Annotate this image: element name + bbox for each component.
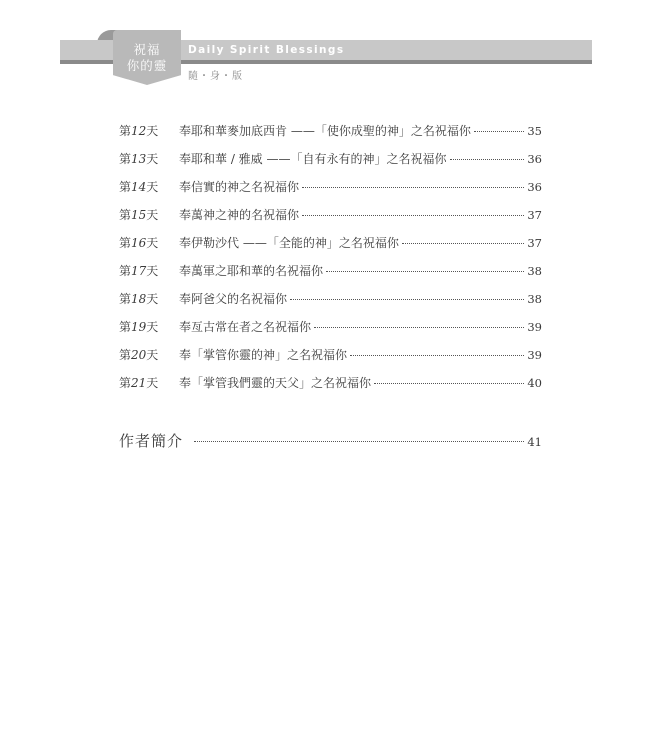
toc-day-number: 20 [131,348,147,362]
toc-entry [119,290,542,318]
toc-leader-dots [402,243,525,244]
toc-entry [119,374,542,402]
toc-day-label [119,178,179,195]
toc-leader-dots [290,299,524,300]
toc-day-label [119,262,179,279]
toc-leader-dots [314,327,524,328]
toc-day-suffix: 天 [146,320,159,334]
toc-day-prefix: 第 [119,236,132,250]
toc-page-number: 37 [527,208,542,222]
toc-entry-title: 奉阿爸父的名祝福你 [179,292,288,306]
toc-day-suffix: 天 [146,152,159,166]
toc-day-number: 19 [131,320,147,334]
toc-entry [119,206,542,234]
toc-entry-title: 奉萬軍之耶和華的名祝福你 [179,264,324,278]
toc-entry-title: 奉信實的神之名祝福你 [179,180,300,194]
toc-day-prefix: 第 [119,320,132,334]
toc-entry [119,234,542,262]
toc-page-number: 36 [527,180,542,194]
toc-day-suffix: 天 [146,236,159,250]
toc-entry-title: 奉伊勒沙代 ——「全能的神」之名祝福你 [179,236,399,250]
table-of-contents [119,122,542,402]
toc-leader-dots [302,187,524,188]
toc-entry [119,318,542,346]
toc-day-suffix: 天 [146,348,159,362]
header-tab-line2: 你的靈 [126,58,168,73]
toc-day-number: 13 [131,152,147,166]
toc-day-number: 16 [131,236,147,250]
toc-page-number: 41 [527,435,542,449]
toc-page-number: 37 [527,236,542,250]
toc-leader-dots [450,159,525,160]
toc-leader-dots [474,131,525,132]
toc-leader-dots [194,441,524,442]
toc-author-label: 作者簡介 [119,432,184,450]
toc-entry-title: 奉耶和華麥加底西肯 ——「使你成聖的神」之名祝福你 [179,124,471,138]
toc-page-number: 36 [527,152,542,166]
toc-day-suffix: 天 [146,180,159,194]
toc-day-label [119,290,179,307]
toc-leader-dots [374,383,524,384]
toc-day-label [119,318,179,335]
toc-entry [119,122,542,150]
header-english-title: Daily Spirit Blessings [188,44,345,56]
toc-leader-dots [350,355,524,356]
toc-entry-title: 奉耶和華 / 雅威 ——「自有永有的神」之名祝福你 [179,152,447,166]
toc-day-suffix: 天 [146,208,159,222]
toc-day-prefix: 第 [119,292,132,306]
toc-entry-title: 奉亙古常在者之名祝福你 [179,320,312,334]
toc-day-suffix: 天 [146,292,159,306]
toc-leader-dots [326,271,524,272]
toc-entry-title: 奉「掌管你靈的神」之名祝福你 [179,348,348,362]
toc-day-prefix: 第 [119,264,132,278]
toc-entry [119,262,542,290]
toc-day-prefix: 第 [119,124,132,138]
toc-day-suffix: 天 [146,264,159,278]
toc-author-entry [119,430,542,451]
toc-day-number: 17 [131,264,147,278]
toc-entry-title: 奉「掌管我們靈的天父」之名祝福你 [179,376,372,390]
toc-day-label [119,150,179,167]
toc-day-label [119,206,179,223]
toc-day-number: 15 [131,208,147,222]
toc-day-number: 18 [131,292,147,306]
toc-day-number: 14 [131,180,147,194]
header-subtitle: 隨・身・版 [188,71,243,82]
toc-day-prefix: 第 [119,180,132,194]
toc-day-label [119,374,179,391]
toc-entry [119,346,542,374]
toc-leader-dots [302,215,524,216]
toc-page-number: 39 [527,348,542,362]
toc-page-number: 39 [527,320,542,334]
toc-day-suffix: 天 [146,124,159,138]
toc-day-prefix: 第 [119,348,132,362]
toc-day-label [119,346,179,363]
toc-day-number: 12 [131,124,147,138]
toc-page-number: 35 [527,124,542,138]
toc-day-suffix: 天 [146,376,159,390]
toc-page-number: 40 [527,376,542,390]
toc-day-prefix: 第 [119,376,132,390]
toc-page-number: 38 [527,264,542,278]
toc-day-number: 21 [131,376,147,390]
toc-day-label [119,122,179,139]
toc-entry [119,178,542,206]
header-tab-line1: 祝福 [133,42,161,57]
toc-page-number: 38 [527,292,542,306]
toc-entry [119,150,542,178]
toc-day-prefix: 第 [119,152,132,166]
toc-day-prefix: 第 [119,208,132,222]
toc-entry-title: 奉萬神之神的名祝福你 [179,208,300,222]
toc-day-label [119,234,179,251]
